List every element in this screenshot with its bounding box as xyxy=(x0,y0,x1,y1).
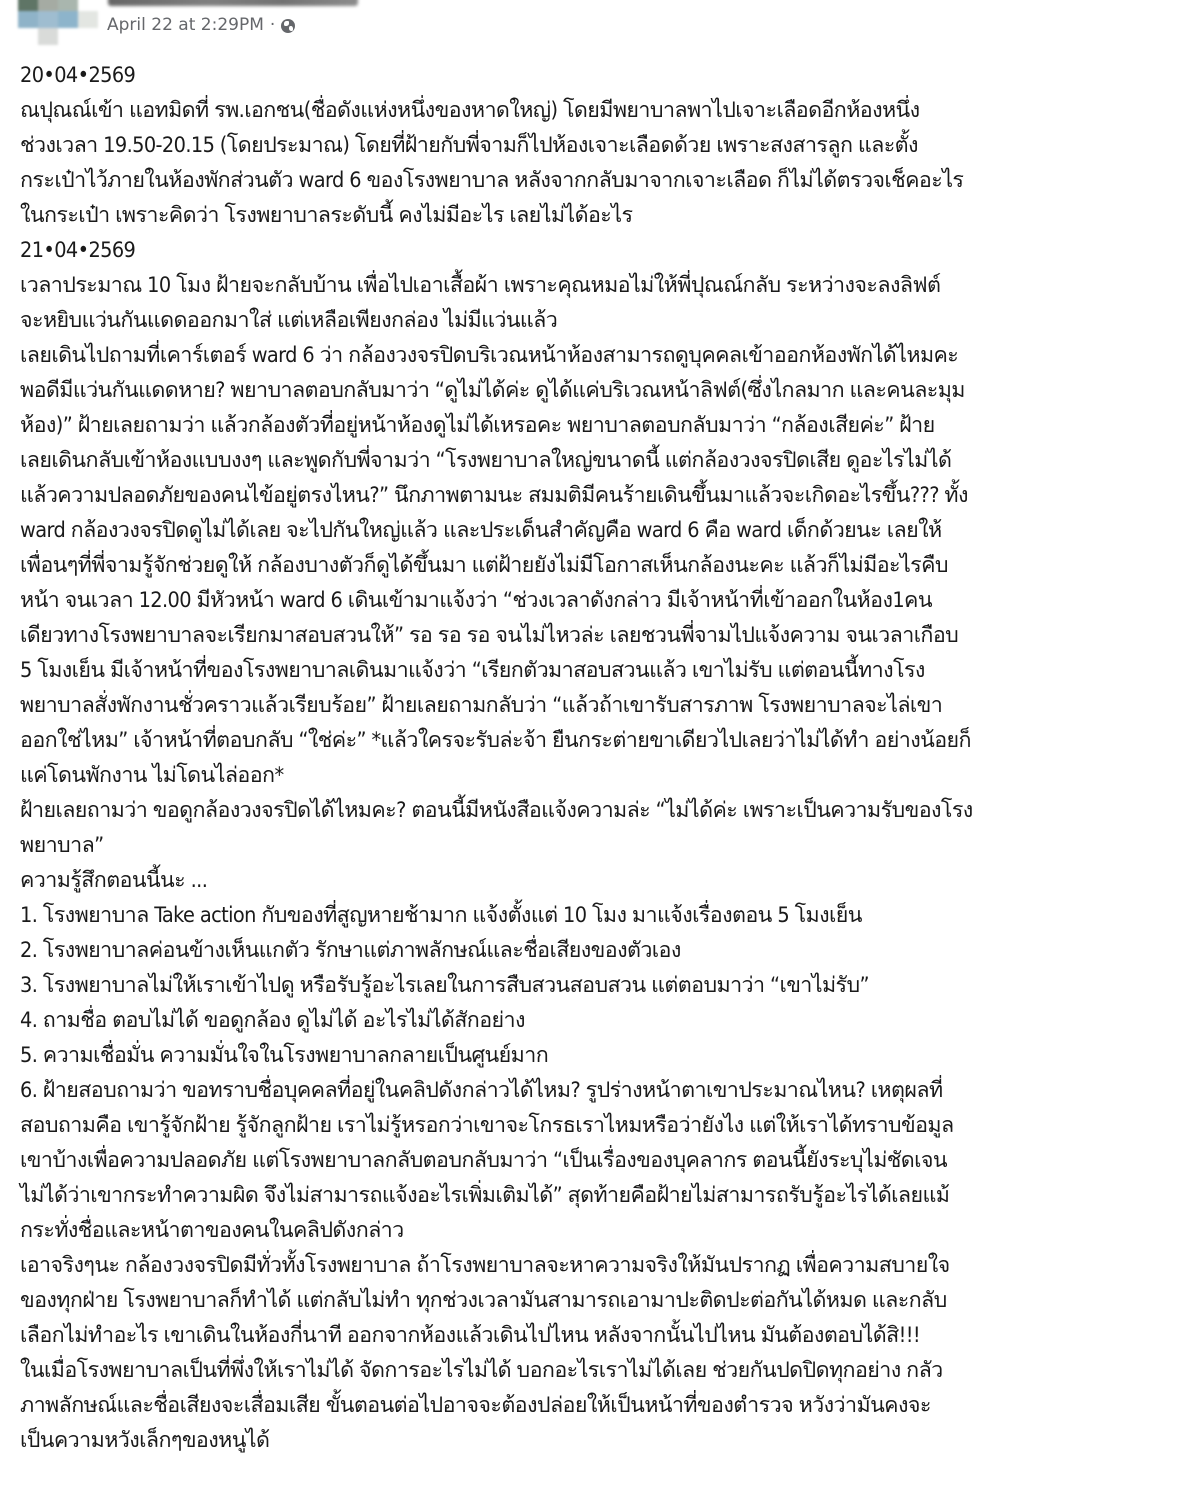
post-text-line: เขาบ้างเพื่อความปลอดภัย แต่โรงพยาบาลกลับตอบกลับมาว่า “เป็นเรื่องของบุคลากร ตอนนี้ยังระบุไม่ชัดเจน xyxy=(20,1148,947,1173)
globe-icon[interactable] xyxy=(281,19,295,33)
post-text-line: 1. โรงพยาบาล Take action กับของที่สูญหายช้ามาก แจ้งตั้งแต่ 10 โมง มาแจ้งเรื่องตอน 5 โมงเย็น xyxy=(20,903,862,928)
post-text-line: กระทั่งชื่อและหน้าตาของคนในคลิปดังกล่าว xyxy=(20,1218,404,1243)
post-text-line: 20•04•2569 xyxy=(20,63,136,88)
avatar-pixel xyxy=(38,28,58,45)
post-text-line: ณปุณณ์เข้า แอทมิดที่ รพ.เอกชน(ชื่อดังแห่งหนึ่งของหาดใหญ่) โดยมีพยาบาลพาไปเจาะเลือดอีกห้องหนึ่ง xyxy=(20,98,920,123)
avatar-pixel xyxy=(18,28,38,45)
post-text-line: ภาพลักษณ์และชื่อเสียงจะเสื่อมเสีย ขั้นตอนต่อไปอาจจะต้องปล่อยให้เป็นหน้าที่ของตำรวจ หวังว่ามันคงจะ xyxy=(20,1393,931,1418)
post-text-line: 5. ความเชื่อมั่น ความมั่นใจในโรงพยาบาลกลายเป็นศูนย์มาก xyxy=(20,1043,549,1068)
post-text-line: แล้วความปลอดภัยของคนไข้อยู่ตรงไหน?” นึกภาพตามนะ สมมติมีคนร้ายเดินขึ้นมาแล้วจะเกิดอะไรขึ้น??? ทั้ง xyxy=(20,483,968,508)
avatar-pixel xyxy=(38,0,58,11)
post-text-line: 5 โมงเย็น มีเจ้าหน้าที่ของโรงพยาบาลเดินมาแจ้งว่า “เรียกตัวมาสอบสวนแล้ว เขาไม่รับ แต่ตอนนี้ทางโรง xyxy=(20,658,925,683)
post-text-line: สอบถามคือ เขารู้จักฝ้าย รู้จักลูกฝ้าย เราไม่รู้หรอกว่าเขาจะโกรธเราไหมหรือว่ายังไง แต่ให้เราได้ทราบข้อมูล xyxy=(20,1113,954,1138)
post-text-line: พอดีมีแว่นกันแดดหาย? พยาบาลตอบกลับมาว่า “ดูไม่ได้ค่ะ ดูได้แค่บริเวณหน้าลิฟต์(ซึ่งไกลมาก และคนละมุม xyxy=(20,378,965,403)
post-meta xyxy=(107,15,295,35)
post-text-line: ฝ้ายเลยถามว่า ขอดูกล้องวงจรปิดได้ไหมคะ? ตอนนี้มีหนังสือแจ้งความล่ะ “ไม่ได้ค่ะ เพราะเป็นความรับของโรง xyxy=(20,798,973,823)
post-text-line: กระเป๋าไว้ภายในห้องพักส่วนตัว ward 6 ของโรงพยาบาล หลังจากกลับมาจากเจาะเลือด ก็ไม่ได้ตรวจเช็คอะไร xyxy=(20,168,964,193)
avatar-pixel xyxy=(78,28,98,45)
post-text-line: 6. ฝ้ายสอบถามว่า ขอทราบชื่อบุคคลที่อยู่ในคลิปดังกล่าวได้ไหม? รูปร่างหน้าตาเขาประมาณไหน? เหตุผลที่ xyxy=(20,1078,943,1103)
avatar-pixel xyxy=(18,0,38,11)
post-text-line: จะหยิบแว่นกันแดดออกมาใส่ แต่เหลือเพียงกล่อง ไม่มีแว่นแล้ว xyxy=(20,308,558,333)
post-text-line: 21•04•2569 xyxy=(20,238,136,263)
post-text-line: 3. โรงพยาบาลไม่ให้เราเข้าไปดู หรือรับรู้อะไรเลยในการสืบสวนสอบสวน แต่ตอบมาว่า “เขาไม่รับ” xyxy=(20,973,869,998)
avatar-pixel xyxy=(58,11,78,28)
post-text-line: หน้า จนเวลา 12.00 มีหัวหน้า ward 6 เดินเข้ามาแจ้งว่า “ช่วงเวลาดังกล่าว มีเจ้าหน้าที่เข้าออกในห้อง1คน xyxy=(20,588,932,613)
post-text-line: ward กล้องวงจรปิดดูไม่ได้เลย จะไปกันใหญ่แล้ว และประเด็นสำคัญคือ ward 6 คือ ward เด็กด้วยนะ เลยให้ xyxy=(20,518,942,543)
avatar-pixel xyxy=(58,0,78,11)
post-text-line: 4. ถามชื่อ ตอบไม่ได้ ขอดูกล้อง ดูไม่ได้ อะไรไม่ได้สักอย่าง xyxy=(20,1008,525,1033)
post-text-line: ออกใช่ไหม” เจ้าหน้าที่ตอบกลับ “ใช่ค่ะ” *แล้วใครจะรับล่ะจ้า ยืนกระต่ายขาเดียวไปเลยว่าไม่ได้ทำ อย่างน้อยก็ xyxy=(20,728,971,753)
post-text-line: เวลาประมาณ 10 โมง ฝ้ายจะกลับบ้าน เพื่อไปเอาเสื้อผ้า เพราะคุณหมอไม่ให้พี่ปุณณ์กลับ ระหว่างจะลงลิฟต์ xyxy=(20,273,941,298)
avatar-pixel xyxy=(78,11,98,28)
post-timestamp[interactable]: April 22 at 2:29PM xyxy=(107,15,264,35)
post-text-line: 2. โรงพยาบาลค่อนข้างเห็นแกตัว รักษาแต่ภาพลักษณ์และชื่อเสียงของตัวเอง xyxy=(20,938,681,963)
post-text-line: ช่วงเวลา 19.50-20.15 (โดยประมาณ) โดยที่ฝ้ายกับพี่จามก็ไปห้องเจาะเลือดด้วย เพราะสงสารลูก และตั้ง xyxy=(20,133,918,158)
post-text-line: เป็นความหวังเล็กๆของหนูได้ xyxy=(20,1428,270,1453)
post-text-line: เพื่อนๆที่พี่จามรู้จักช่วยดูให้ กล้องบางตัวก็ดูได้ขึ้นมา แต่ฝ้ายยังไม่มีโอกาสเห็นกล้องนะคะ แล้วก็ไม่มีอะไรคืบ xyxy=(20,553,948,578)
avatar-pixel xyxy=(18,11,38,28)
post-text-line: เลยเดินกลับเข้าห้องแบบงงๆ และพูดกับพี่จามว่า “โรงพยาบาลใหญ่ขนาดนี้ แต่กล้องวงจรปิดเสีย ดูอะไรไม่ได้ xyxy=(20,448,952,473)
author-avatar[interactable] xyxy=(18,0,98,44)
post-text-line: พยาบาลสั่งพักงานชั่วคราวแล้วเรียบร้อย” ฝ้ายเลยถามกลับว่า “แล้วถ้าเขารับสารภาพ โรงพยาบาลจะไล่เขา xyxy=(20,693,943,718)
avatar-pixel xyxy=(38,11,58,28)
post-text-line: ห้อง)” ฝ้ายเลยถามว่า แล้วกล้องตัวที่อยู่หน้าห้องดูไม่ได้เหรอคะ พยาบาลตอบกลับมาว่า “กล้องเสียค่ะ” ฝ้าย xyxy=(20,413,935,438)
post-text-line: ในกระเป๋า เพราะคิดว่า โรงพยาบาลระดับนี้ คงไม่มีอะไร เลยไม่ได้อะไร xyxy=(20,203,633,228)
author-name-obscured[interactable] xyxy=(108,0,358,6)
post-text-line: ไม่ได้ว่าเขากระทำความผิด จึงไม่สามารถแจ้งอะไรเพิ่มเติมได้” สุดท้ายคือฝ้ายไม่สามารถรับรู้อะไรได้เลยแม้ xyxy=(20,1183,950,1208)
post-text-line: เลือกไม่ทำอะไร เขาเดินในห้องกี่นาที ออกจากห้องแล้วเดินไปไหน หลังจากนั้นไปไหน มันต้องตอบได้สิ!!! xyxy=(20,1323,921,1348)
post-text-line: เลยเดินไปถามที่เคาร์เตอร์ ward 6 ว่า กล้องวงจรปิดบริเวณหน้าห้องสามารถดูบุคคลเข้าออกห้องพักได้ไหมคะ xyxy=(20,343,959,368)
post-text-line: ในเมื่อโรงพยาบาลเป็นที่พึ่งให้เราไม่ได้ จัดการอะไรไม่ได้ บอกอะไรเราไม่ได้เลย ช่วยกันปดปิดทุกอย่าง กลัว xyxy=(20,1358,943,1383)
avatar-pixel xyxy=(58,28,78,45)
post-text-line: เดียวทางโรงพยาบาลจะเรียกมาสอบสวนให้” รอ รอ รอ จนไม่ไหวล่ะ เลยชวนพี่จามไปแจ้งความ จนเวลาเกือบ xyxy=(20,623,959,648)
post-text-line: ความรู้สึกตอนนี้นะ ... xyxy=(20,868,208,893)
post-text-line: แค่โดนพักงาน ไม่โดนไล่ออก* xyxy=(20,763,284,788)
post-header xyxy=(0,0,1200,50)
avatar-pixel xyxy=(78,0,98,11)
post-body-text xyxy=(20,58,1190,1458)
meta-separator: · xyxy=(269,15,276,35)
post-text-line: เอาจริงๆนะ กล้องวงจรปิดมีทั่วทั้งโรงพยาบาล ถ้าโรงพยาบาลจะหาความจริงให้มันปรากฏ เพื่อความสบายใจ xyxy=(20,1253,950,1278)
post-text-line: พยาบาล” xyxy=(20,833,104,858)
post-text-line: ของทุกฝ่าย โรงพยาบาลก็ทำได้ แต่กลับไม่ทำ ทุกช่วงเวลามันสามารถเอามาปะติดปะต่อกันได้หมด และกลับ xyxy=(20,1288,947,1313)
